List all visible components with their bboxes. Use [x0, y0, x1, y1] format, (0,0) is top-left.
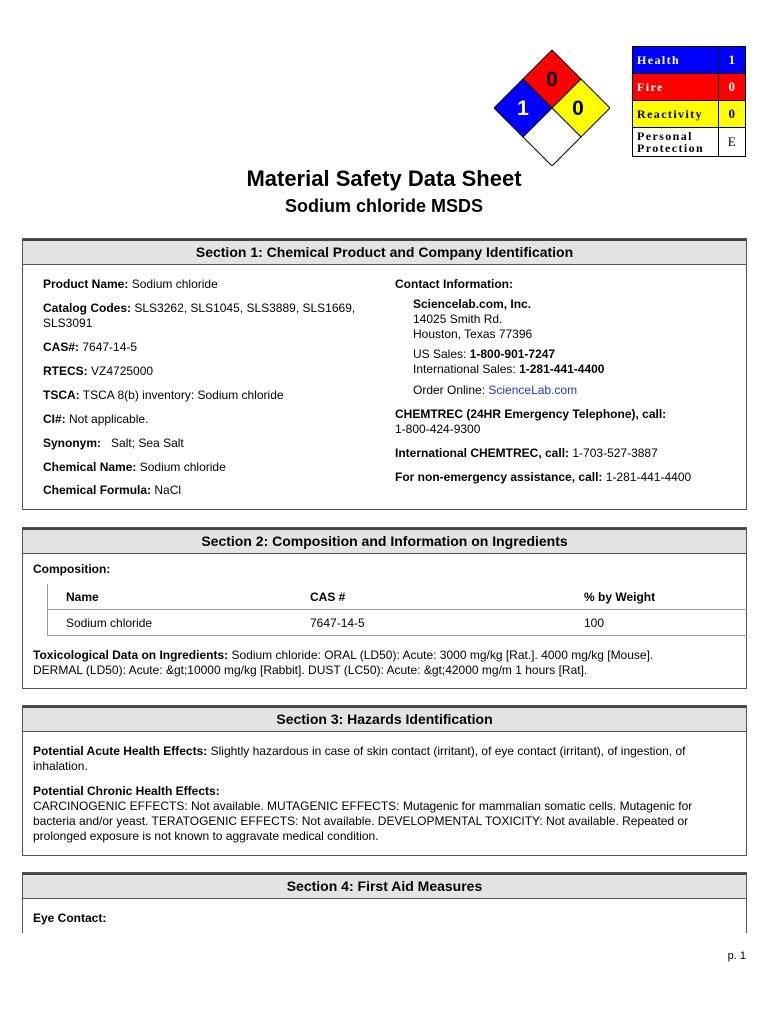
- chronic-effects: [33, 784, 692, 844]
- nonemergency-label: For non-emergency assistance, call:: [395, 470, 603, 484]
- chemtrec-field: [395, 407, 666, 437]
- composition-header-weight: % by Weight: [566, 584, 747, 610]
- intl-chemtrec-phone: 1-703-527-3887: [572, 446, 658, 460]
- company-address-line2: Houston, Texas 77396: [413, 327, 533, 341]
- section-1-heading: Section 1: Chemical Product and Company Identification: [23, 239, 746, 265]
- toxicological-data: [33, 648, 653, 678]
- hmis-protection-label-line2: Protection: [637, 141, 705, 155]
- hmis-protection-label: [633, 128, 719, 157]
- composition-header-cas: CAS #: [292, 584, 566, 610]
- synonym-field: [43, 436, 184, 451]
- product-name-value: Sodium chloride: [131, 277, 218, 291]
- sciencelab-link[interactable]: ScienceLab.com: [488, 383, 578, 397]
- nfpa-reactivity-value: 0: [572, 97, 584, 120]
- rtecs-label: RTECS:: [43, 364, 88, 378]
- chemical-name-field: [43, 460, 226, 475]
- company-address-line1: 14025 Smith Rd.: [413, 312, 503, 326]
- intl-chemtrec-label: International CHEMTREC, call:: [395, 446, 570, 460]
- hmis-row-protection: [633, 128, 746, 157]
- hmis-protection-value: E: [718, 128, 745, 157]
- table-row: [48, 610, 748, 636]
- chemical-formula-value: NaCl: [154, 483, 182, 497]
- chemtrec-label: CHEMTREC (24HR Emergency Telephone), call:: [395, 407, 667, 421]
- chemtrec-phone: 1-800-424-9300: [395, 422, 481, 436]
- rtecs-value: VZ4725000: [91, 364, 154, 378]
- composition-cell-weight: 100: [566, 610, 747, 636]
- catalog-codes-label: Catalog Codes:: [43, 301, 132, 315]
- section-3-heading: Section 3: Hazards Identification: [23, 706, 746, 732]
- toxicological-label: Toxicological Data on Ingredients:: [33, 648, 229, 662]
- cas-label: CAS#:: [43, 340, 80, 354]
- intl-sales-label: International Sales:: [413, 362, 516, 376]
- section-2: [22, 527, 747, 689]
- toxicological-line1: Sodium chloride: ORAL (LD50): Acute: 3000 mg/kg [Rat.]. 4000 mg/kg [Mouse].: [231, 648, 654, 662]
- chronic-effects-label: Potential Chronic Health Effects:: [33, 784, 220, 798]
- toxicological-line2: DERMAL (LD50): Acute: &gt;10000 mg/kg [Rabbit]. DUST (LC50): Acute: &gt;42000 mg/m 1 hours [Rat].: [33, 663, 588, 677]
- tsca-label: TSCA:: [43, 388, 80, 402]
- product-name-label: Product Name:: [43, 277, 129, 291]
- nfpa-flammability-value: 0: [546, 68, 558, 91]
- order-online-field: [413, 383, 577, 398]
- us-sales-label: US Sales:: [413, 347, 467, 361]
- hmis-reactivity-label: Reactivity: [633, 101, 719, 128]
- document-title: Material Safety Data Sheet: [246, 166, 522, 191]
- hmis-row-reactivity: [633, 101, 746, 128]
- acute-effects: [33, 744, 686, 774]
- contact-information-label: Contact Information:: [395, 277, 513, 291]
- hmis-fire-label: Fire: [633, 74, 719, 101]
- composition-cell-name: Sodium chloride: [48, 610, 293, 636]
- nonemergency-phone: 1-281-441-4400: [605, 470, 692, 484]
- nfpa-health-value: 1: [517, 97, 529, 120]
- section-3: [22, 705, 747, 856]
- chronic-effects-line3: prolonged exposure is not known to aggravate medical condition.: [33, 829, 379, 843]
- catalog-codes-line1: SLS3262, SLS1045, SLS3889, SLS1669,: [134, 301, 356, 315]
- cas-field: [43, 340, 137, 355]
- eye-contact-label: Eye Contact:: [33, 911, 107, 925]
- hmis-row-health: [633, 47, 746, 74]
- acute-effects-line1: Slightly hazardous in case of skin contact (irritant), of eye contact (irritant), of ingestion, of: [210, 744, 686, 758]
- page-number: p. 1: [727, 950, 746, 962]
- hmis-protection-label-line1: Personal: [637, 129, 693, 143]
- chronic-effects-line2: bacteria and/or yeast. TERATOGENIC EFFECTS: Not available. DEVELOPMENTAL TOXICITY: Not available. Repeated or: [33, 814, 689, 828]
- ci-field: [43, 412, 148, 427]
- intl-sales-phone: 1-281-441-4400: [519, 362, 605, 376]
- chronic-effects-line1: CARCINOGENIC EFFECTS: Not available. MUTAGENIC EFFECTS: Mutagenic for mammalian somatic cells. Mutagenic for: [33, 799, 693, 813]
- chemical-name-label: Chemical Name:: [43, 460, 137, 474]
- hmis-health-label: Health: [633, 47, 719, 74]
- hmis-rating-table: [632, 46, 746, 157]
- acute-effects-line2: inhalation.: [33, 759, 88, 773]
- hmis-fire-value: 0: [718, 74, 745, 101]
- company-name: Sciencelab.com, Inc.: [413, 297, 532, 311]
- order-online-label: Order Online:: [413, 383, 486, 397]
- rtecs-field: [43, 364, 153, 379]
- nfpa-diamond: [494, 50, 610, 166]
- catalog-codes-field: [43, 301, 355, 331]
- intl-chemtrec-field: [395, 446, 658, 461]
- chemical-formula-label: Chemical Formula:: [43, 483, 152, 497]
- section-4: [22, 872, 747, 933]
- synonym-value: Salt; Sea Salt: [111, 436, 184, 450]
- hmis-health-value: 1: [718, 47, 745, 74]
- nonemergency-field: [395, 470, 691, 485]
- document-subtitle: Sodium chloride MSDS: [284, 196, 484, 216]
- acute-effects-label: Potential Acute Health Effects:: [33, 744, 208, 758]
- product-name-field: [43, 277, 218, 292]
- chemical-formula-field: [43, 483, 181, 498]
- composition-table: [47, 584, 747, 636]
- composition-table-header: [48, 584, 748, 610]
- section-2-heading: Section 2: Composition and Information on Ingredients: [23, 528, 746, 554]
- synonym-label: Synonym:: [43, 436, 102, 450]
- tsca-field: [43, 388, 284, 403]
- cas-value: 7647-14-5: [82, 340, 138, 354]
- catalog-codes-line2: SLS3091: [43, 316, 93, 330]
- section-1: [22, 238, 747, 510]
- chemical-name-value: Sodium chloride: [139, 460, 226, 474]
- ci-value: Not applicable.: [69, 412, 149, 426]
- sales-block: [413, 347, 604, 377]
- composition-label: Composition:: [33, 562, 111, 576]
- section-4-heading: Section 4: First Aid Measures: [23, 873, 746, 899]
- hmis-row-fire: [633, 74, 746, 101]
- hmis-reactivity-value: 0: [718, 101, 745, 128]
- us-sales-phone: 1-800-901-7247: [469, 347, 556, 361]
- company-block: [413, 297, 532, 342]
- composition-cell-cas: 7647-14-5: [292, 610, 566, 636]
- composition-header-name: Name: [48, 584, 293, 610]
- tsca-value: TSCA 8(b) inventory: Sodium chloride: [82, 388, 284, 402]
- ci-label: CI#:: [43, 412, 66, 426]
